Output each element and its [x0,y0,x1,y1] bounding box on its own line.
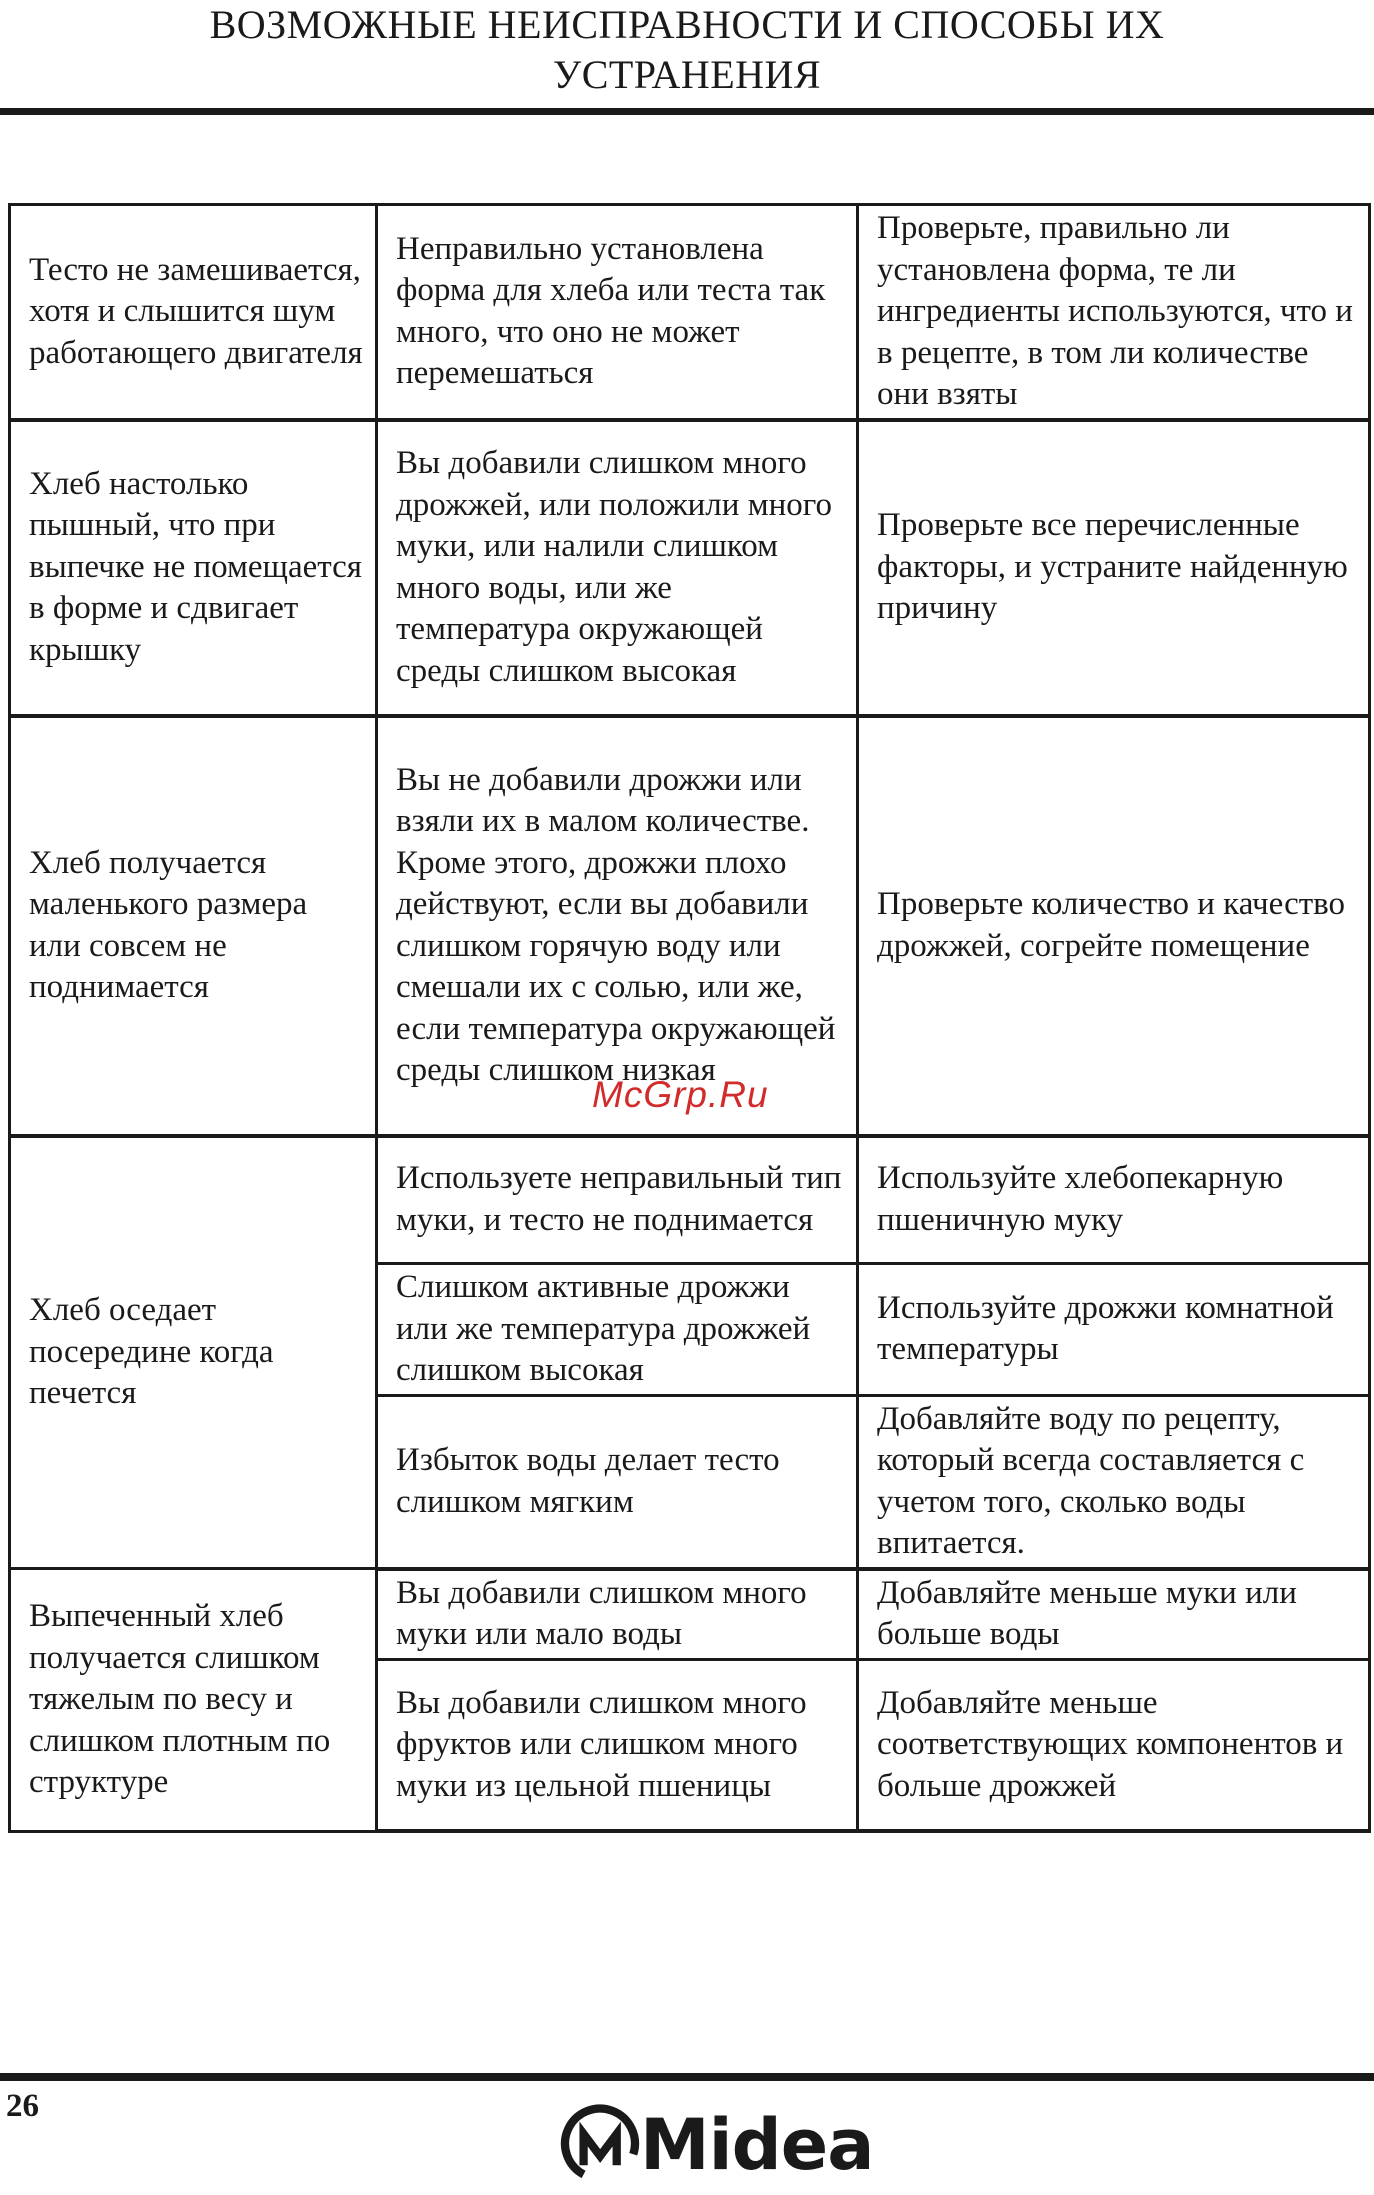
troubleshooting-table [8,203,1371,1833]
page-title-line-1: ВОЗМОЖНЫЕ НЕИСПРАВНОСТИ И СПОСОБЫ ИХ [209,2,1165,47]
solution-cell: Проверьте все перечисленные факторы, и устраните найденную причину [858,420,1370,716]
problem-cell: Хлеб настолько пышный, что при выпечке не помещается в форме и сдвигает крышку [10,420,377,716]
solution-cell: Проверьте, правильно ли установлена форма, те ли ингредиенты используются, что и в рецепте, в том ли количестве они взяты [858,205,1370,420]
solution-cell: Добавляйте воду по рецепту, который всегда составляется с учетом того, сколько воды впитается. [858,1395,1370,1569]
problem-text: поднимается [29,969,209,1005]
table-row [10,1136,1370,1264]
cause-cell: Вы добавили слишком много фруктов или слишком много муки из цельной пшеницы [377,1659,858,1831]
table-row [10,420,1370,716]
watermark: McGrp.Ru [592,1074,769,1115]
cause-cell: Слишком активные дрожжи или же температура дрожжей слишком высокая [377,1264,858,1396]
problem-cell: Хлеб оседает посередине когда печется [10,1136,377,1569]
footer-divider [0,2073,1374,2081]
table-row [10,1569,1370,1660]
solution-cell: Используйте дрожжи комнатной температуры [858,1264,1370,1396]
brand-name: Midea [640,2104,874,2186]
cause-cell: Используете неправильный тип муки, и тесто не поднимается [377,1136,858,1264]
cause-cell: Избыток воды делает тесто слишком мягким [377,1395,858,1569]
cause-text: Кроме этого, дрожжи плохо действуют, если вы добавили слишком горячую воду или смешали их с солью, или же, если температура окружающей среды слишком низкая [396,844,836,1088]
cause-text: Вы не добавили дрожжи или взяли их в малом количестве. [396,761,810,839]
cause-cell: Неправильно установлена форма для хлеба или теста так много, что оно не может перемешаться [377,205,858,420]
table-row [10,716,1370,1136]
page-number: 26 [6,2088,39,2124]
problem-cell: Выпеченный хлеб получается слишком тяжелым по весу и слишком плотным по структуре [10,1569,377,1832]
header-divider [0,108,1374,115]
solution-cell: Проверьте количество и качество дрожжей, согрейте помещение [858,716,1370,1136]
table-row [10,205,1370,420]
brand-logo [556,2095,873,2195]
problem-cell: Тесто не замешивается, хотя и слышится шум работающего двигателя [10,205,377,420]
cause-cell: Вы добавили слишком много дрожжей, или положили много муки, или налили слишком много воды, или же температура окружающей среды слишком высокая [377,420,858,716]
problem-text: Хлеб получается маленького размера или совсем не [29,844,308,964]
solution-cell: Добавляйте меньше муки или больше воды [858,1569,1370,1660]
solution-cell: Добавляйте меньше соответствующих компонентов и больше дрожжей [858,1659,1370,1831]
cause-cell: Вы добавили слишком много муки или мало воды [377,1569,858,1660]
page-title-line-2: УСТРАНЕНИЯ [552,52,822,97]
problem-cell [10,716,377,1136]
solution-cell: Используйте хлебопекарную пшеничную муку [858,1136,1370,1264]
cause-cell [377,716,858,1136]
midea-logo-icon [556,2099,648,2191]
page-title [0,0,1374,100]
